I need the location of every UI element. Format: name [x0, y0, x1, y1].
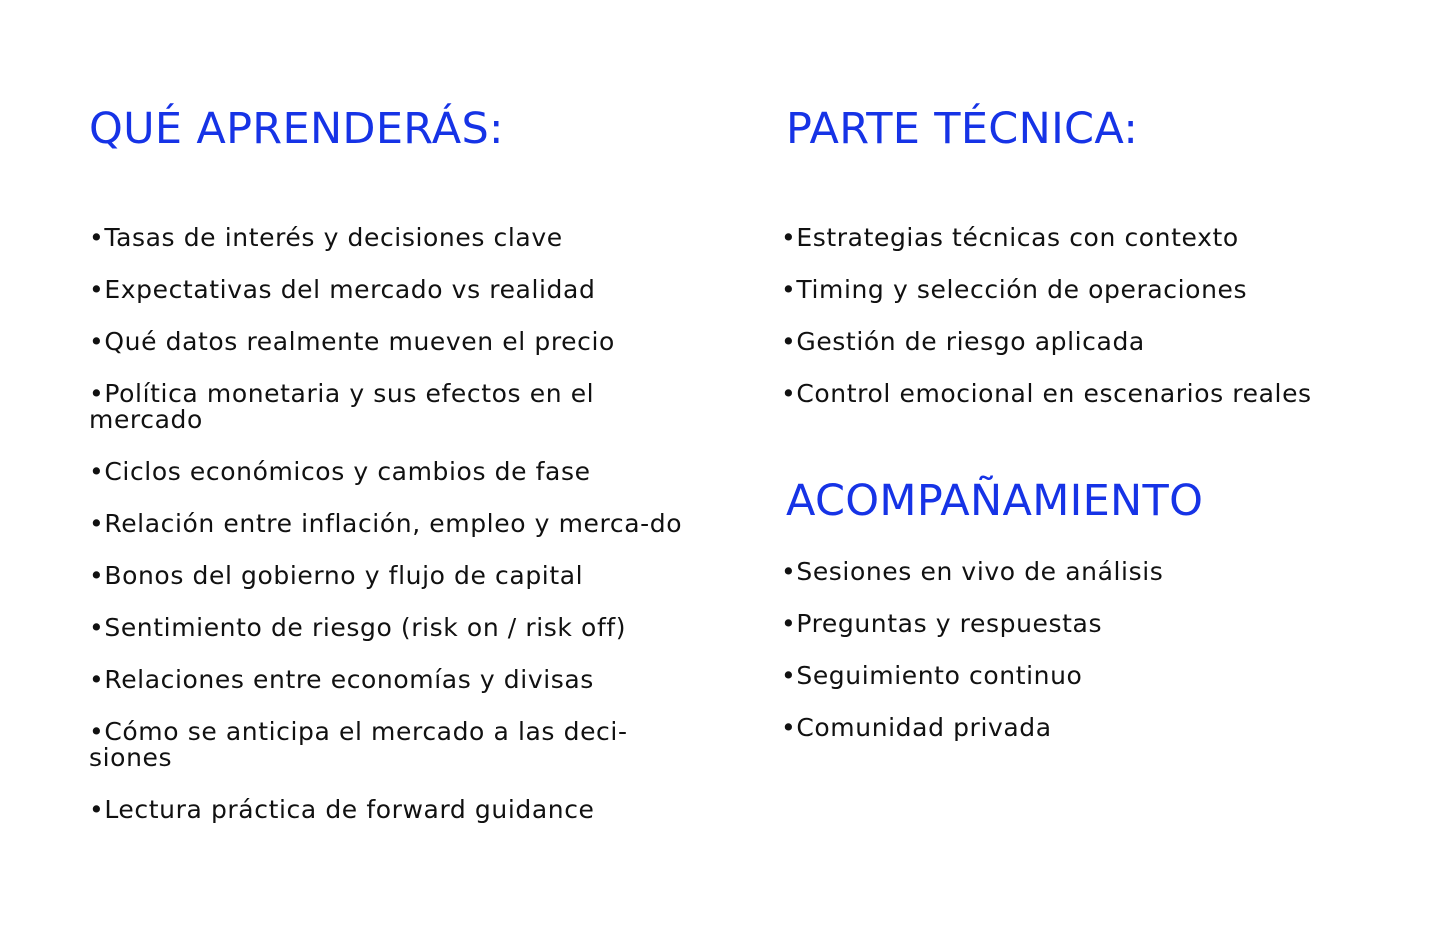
list-item: •Gestión de riesgo aplicada — [781, 327, 1145, 356]
list-item: •Ciclos económicos y cambios de fase — [89, 457, 591, 486]
list-item: •Estrategias técnicas con contexto — [781, 223, 1239, 252]
learning-list — [89, 225, 689, 849]
list-item: •Sentimiento de riesgo (risk on / risk off) — [89, 613, 627, 642]
list-item: •Relaciones entre economías y divisas — [89, 665, 594, 694]
list-item: •Seguimiento continuo — [781, 661, 1083, 690]
heading-parte-tecnica: PARTE TÉCNICA: — [786, 104, 1139, 154]
list-item: •Expectativas del mercado vs realidad — [89, 275, 596, 304]
technical-list — [781, 225, 1401, 433]
heading-acompanamiento: ACOMPAÑAMIENTO — [786, 476, 1204, 526]
list-item: •Comunidad privada — [781, 713, 1052, 742]
list-item: •Bonos del gobierno y flujo de capital — [89, 561, 584, 590]
list-item: •Preguntas y respuestas — [781, 609, 1103, 638]
list-item: •Qué datos realmente mueven el precio — [89, 327, 615, 356]
support-list — [781, 559, 1401, 767]
list-item: •Política monetaria y sus efectos en el mercado — [89, 379, 595, 434]
list-item: •Control emocional en escenarios reales — [781, 379, 1312, 408]
list-item: •Cómo se anticipa el mercado a las deci-siones — [89, 717, 628, 772]
list-item: •Relación entre inflación, empleo y merca-do — [89, 509, 683, 538]
list-item: •Sesiones en vivo de análisis — [781, 557, 1164, 586]
list-item: •Timing y selección de operaciones — [781, 275, 1248, 304]
list-item: •Tasas de interés y decisiones clave — [89, 223, 563, 252]
heading-que-aprenderas: QUÉ APRENDERÁS: — [89, 104, 504, 154]
list-item: •Lectura práctica de forward guidance — [89, 795, 595, 824]
